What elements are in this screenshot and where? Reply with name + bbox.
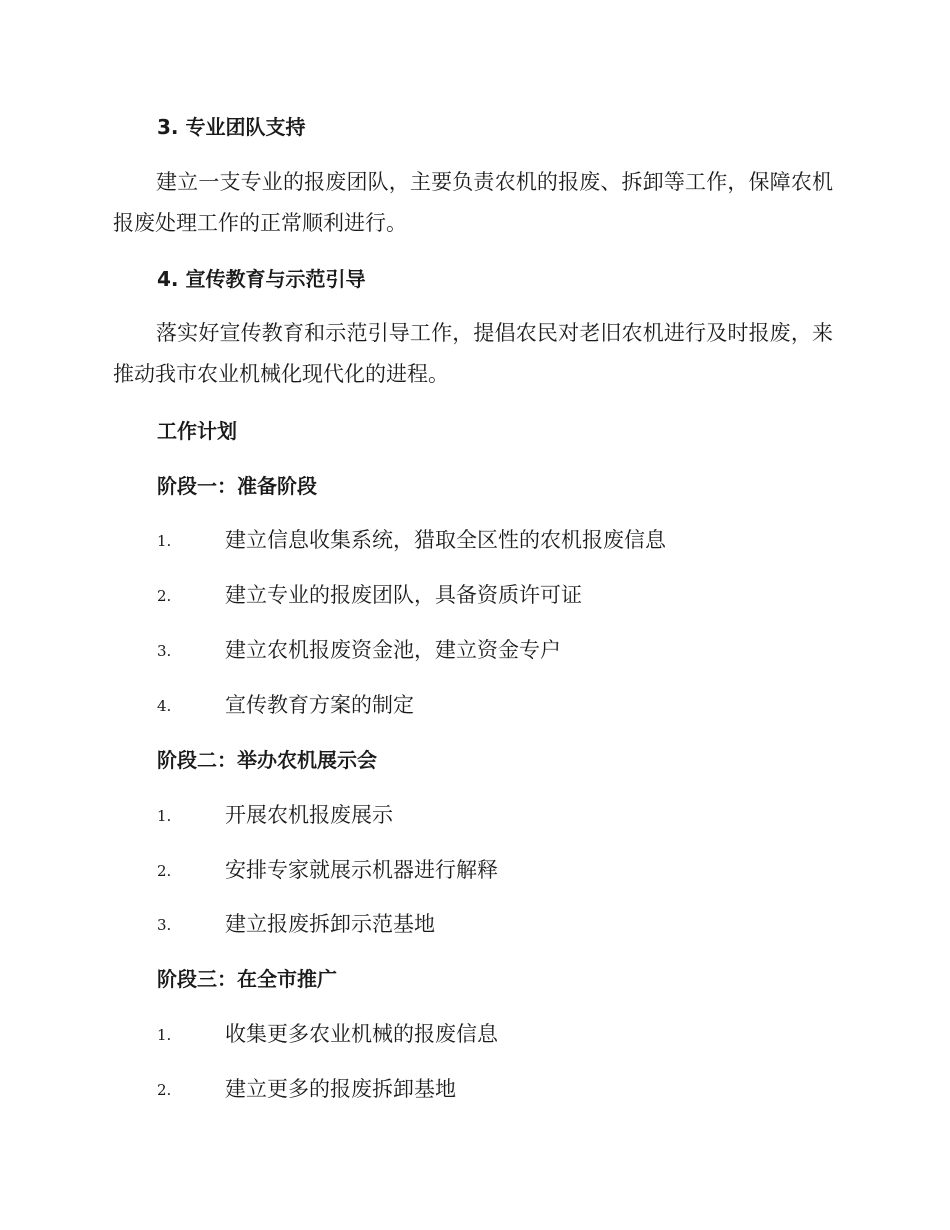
- list-item-text: 安排专家就展示机器进行解释: [225, 858, 498, 882]
- list-item-text: 建立报废拆卸示范基地: [225, 912, 435, 936]
- list-item-number: 3.: [157, 642, 172, 660]
- plan-title: 工作计划: [157, 419, 237, 443]
- list-item-text: 建立农机报废资金池，建立资金专户: [225, 638, 561, 662]
- section-paragraph: 建立一支专业的报废团队，主要负责农机的报废、拆卸等工作，保障农机报废处理工作的正常顺利进行。: [113, 170, 833, 235]
- stage-title: 阶段三：在全市推广: [157, 967, 337, 991]
- list-item-number: 2.: [157, 587, 172, 605]
- list-item-text: 建立信息收集系统，猎取全区性的农机报废信息: [225, 528, 666, 552]
- stage-title: 阶段二：举办农机展示会: [157, 748, 377, 772]
- list-item-number: 2.: [157, 1081, 172, 1099]
- section-heading: 3. 专业团队支持: [157, 115, 306, 139]
- list-item-number: 4.: [157, 697, 172, 715]
- list-item-text: 收集更多农业机械的报废信息: [225, 1022, 498, 1046]
- stage-title: 阶段一：准备阶段: [157, 474, 317, 498]
- list-item-text: 建立专业的报废团队，具备资质许可证: [225, 583, 582, 607]
- list-item-number: 1.: [157, 532, 172, 550]
- list-item-text: 开展农机报废展示: [225, 803, 393, 827]
- section-heading: 4. 宣传教育与示范引导: [157, 267, 366, 291]
- list-item-text: 宣传教育方案的制定: [225, 693, 414, 717]
- list-item-number: 3.: [157, 916, 172, 934]
- list-item-number: 1.: [157, 807, 172, 825]
- list-item-number: 1.: [157, 1026, 172, 1044]
- section-paragraph: 落实好宣传教育和示范引导工作，提倡农民对老旧农机进行及时报废，来推动我市农业机械化现代化的进程。: [113, 321, 833, 386]
- list-item-number: 2.: [157, 862, 172, 880]
- list-item-text: 建立更多的报废拆卸基地: [225, 1077, 456, 1101]
